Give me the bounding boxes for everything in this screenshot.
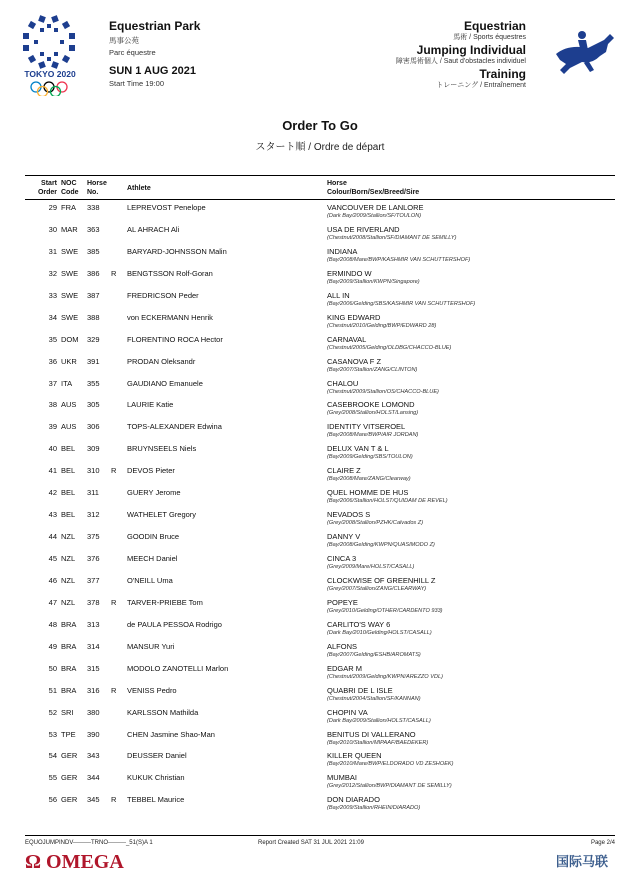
table-row: [25, 727, 615, 749]
athlete-cell: DEVOS Pieter: [127, 466, 175, 476]
horse-name-cell: BENITUS DI VALLERANO: [327, 729, 416, 739]
noc-cell: AUS: [61, 422, 77, 432]
table-row: [25, 595, 615, 617]
horse-details-cell: (Grey/2008/Stallion/PZHK/Calvados Z): [327, 520, 424, 527]
sport-name: Equestrian: [463, 19, 526, 33]
noc-cell: MAR: [61, 224, 78, 234]
noc-cell: BEL: [61, 466, 76, 476]
col-start-order-line2: Order: [37, 189, 57, 196]
horse-name-cell: CASEBROOKE LOMOND: [327, 400, 415, 410]
horse-no-cell: 316: [87, 685, 100, 695]
athlete-cell: WATHELET Gregory: [127, 510, 197, 520]
start-order-cell: 37: [48, 378, 57, 388]
athlete-cell: FLORENTINO ROCA Hector: [127, 334, 223, 344]
col-horse: [327, 179, 419, 197]
start-order-cell: 50: [48, 663, 57, 673]
horse-no-cell: 311: [87, 488, 99, 498]
table-row: [25, 354, 615, 376]
athlete-cell: DEUSSER Daniel: [127, 751, 187, 761]
noc-cell: BRA: [61, 685, 77, 695]
horse-no-cell: 355: [87, 378, 100, 388]
start-order-cell: 41: [48, 466, 57, 476]
noc-cell: TPE: [61, 729, 76, 739]
reserve-flag-cell: R: [111, 795, 117, 805]
event-date: SUN 1 AUG 2021: [109, 65, 197, 77]
table-row: [25, 573, 615, 595]
col-athlete: Athlete: [127, 185, 151, 192]
horse-no-cell: 305: [87, 400, 100, 410]
horse-no-cell: 306: [87, 422, 100, 432]
table-row: [25, 200, 615, 222]
table-row: [25, 244, 615, 266]
horse-name-cell: DELUX VAN T & L: [327, 444, 389, 454]
footer-divider: [25, 835, 615, 836]
athlete-cell: LAURIE Katie: [127, 400, 174, 410]
athlete-cell: PRODAN Oleksandr: [127, 356, 196, 366]
horse-details-cell: (Chestnut/2009/Gelding/KWPN/AREZZO VDL): [327, 673, 443, 680]
start-order-cell: 43: [48, 510, 57, 520]
tokyo-emblem-icon: [20, 14, 80, 96]
horse-no-cell: 312: [87, 510, 100, 520]
watermark: 国际马联: [555, 854, 608, 869]
table-row: [25, 529, 615, 551]
games-logo-text: TOKYO 2020: [24, 69, 76, 79]
horse-no-cell: 388: [87, 312, 100, 322]
horse-no-cell: 385: [87, 246, 100, 256]
horse-details-cell: (Chestnut/2009/Stallion/OS/CHACCO-BLUE): [327, 388, 439, 395]
horse-details-cell: (Dark Bay/2009/Stallion/HOLST/CASALL): [327, 717, 431, 724]
noc-cell: ITA: [61, 378, 73, 388]
horse-name-cell: ALFONS: [327, 641, 358, 651]
start-order-cell: 39: [48, 422, 57, 432]
horse-details-cell: (Grey/2010/Gelding/OTHER/CARDENTO 933): [327, 607, 443, 614]
start-order-cell: 52: [48, 707, 57, 717]
event-name-ja-fr: 障害馬術個人 / Saut d'obstacles individuel: [395, 58, 526, 65]
noc-cell: SWE: [61, 246, 79, 256]
horse-details-cell: (Dark Bay/2010/Gelding/HOLST/CASALL): [327, 629, 432, 636]
table-row: [25, 419, 615, 441]
start-order-cell: 36: [48, 356, 57, 366]
col-noc-line1: NOC: [61, 180, 77, 187]
start-order-cell: 51: [48, 685, 57, 695]
table-row: [25, 507, 615, 529]
reserve-flag-cell: R: [111, 268, 117, 278]
table-row: [25, 748, 615, 770]
start-order-cell: 42: [48, 488, 57, 498]
noc-cell: BRA: [61, 641, 77, 651]
horse-no-cell: 386: [87, 268, 100, 278]
horse-name-cell: QUEL HOMME DE HUS: [327, 488, 409, 498]
table-row: [25, 397, 615, 419]
athlete-cell: TOPS-ALEXANDER Edwina: [127, 422, 222, 432]
start-order-cell: 30: [48, 224, 57, 234]
noc-cell: BEL: [61, 510, 76, 520]
horse-name-cell: ALL IN: [327, 290, 350, 300]
horse-no-cell: 378: [87, 597, 100, 607]
horse-details-cell: (Bay/2009/Stallion/RHEIN/DIARADO): [327, 805, 421, 812]
table-row: [25, 683, 615, 705]
equestrian-pictogram-icon: [548, 30, 620, 76]
table-row: [25, 770, 615, 792]
col-noc: [61, 179, 79, 197]
athlete-cell: CHEN Jasmine Shao-Man: [127, 729, 215, 739]
table-row: [25, 661, 615, 683]
tokyo-2020-logo: [20, 14, 80, 96]
horse-name-cell: DANNY V: [327, 532, 361, 542]
athlete-cell: MANSUR Yuri: [127, 641, 175, 651]
horse-details-cell: (Chestnut/2010/Gelding/BWP/EDWARD 28): [327, 322, 437, 329]
table-row: [25, 376, 615, 398]
horse-name-cell: CHALOU: [327, 378, 359, 388]
start-order-cell: 55: [48, 773, 57, 783]
horse-no-cell: 345: [87, 795, 100, 805]
noc-cell: BRA: [61, 619, 77, 629]
table-header: [25, 175, 615, 200]
athlete-cell: MODOLO ZANOTELLI Marlon: [127, 663, 229, 673]
horse-name-cell: POPEYE: [327, 597, 358, 607]
table-row: [25, 485, 615, 507]
horse-no-cell: 377: [87, 575, 100, 585]
noc-cell: GER: [61, 773, 78, 783]
horse-details-cell: (Bay/2009/Stallion/KWPN/Singapore): [327, 278, 420, 285]
noc-cell: SRI: [61, 707, 74, 717]
col-horse-no-line2: No.: [87, 189, 99, 196]
start-order-cell: 47: [48, 597, 57, 607]
table-row: [25, 617, 615, 639]
horse-details-cell: (Bay/2008/Mare/BWP/AIR JORDAN): [327, 432, 419, 439]
athlete-cell: GOODIN Bruce: [127, 532, 180, 542]
phase-name: Training: [479, 67, 526, 81]
horse-name-cell: CHOPIN VA: [327, 707, 368, 717]
horse-details-cell: (Bay/2010/Stallion/MIPAAF/BAEDEKER): [327, 739, 429, 746]
horse-name-cell: CLOCKWISE OF GREENHILL Z: [327, 575, 436, 585]
start-order-cell: 33: [48, 290, 57, 300]
start-order-cell: 35: [48, 334, 57, 344]
athlete-cell: BENGTSSON Rolf-Goran: [127, 268, 213, 278]
col-horse-line1: Horse: [327, 180, 347, 187]
report-created: Report Created SAT 31 JUL 2021 21:09: [258, 840, 364, 846]
horse-no-cell: 387: [87, 290, 100, 300]
horse-details-cell: (Bay/2008/Mare/ZANG/Clearway): [327, 476, 411, 483]
venue-name: Equestrian Park: [109, 19, 201, 33]
horse-no-cell: 391: [87, 356, 100, 366]
table-body: [25, 200, 615, 814]
athlete-cell: AL AHRACH Ali: [127, 224, 180, 234]
table-row: [25, 310, 615, 332]
table-row: [25, 463, 615, 485]
horse-details-cell: (Chestnut/2005/Gelding/OLDBG/CHACCO-BLUE): [327, 344, 452, 351]
horse-no-cell: 343: [87, 751, 100, 761]
horse-name-cell: QUABRI DE L ISLE: [327, 685, 393, 695]
noc-cell: NZL: [61, 532, 76, 542]
athlete-cell: BARYARD-JOHNSSON Malin: [127, 246, 227, 256]
athlete-cell: VENISS Pedro: [127, 685, 177, 695]
horse-no-cell: 310: [87, 466, 100, 476]
horse-no-cell: 390: [87, 729, 100, 739]
horse-name-cell: CARLITO'S WAY 6: [327, 619, 391, 629]
col-start-order: [35, 179, 57, 197]
event-info: [286, 19, 526, 91]
horse-details-cell: (Bay/2009/Gelding/SBS/TOULON): [327, 454, 413, 461]
start-order-cell: 40: [48, 444, 57, 454]
reserve-flag-cell: R: [111, 466, 117, 476]
table-row: [25, 266, 615, 288]
noc-cell: BEL: [61, 488, 76, 498]
athlete-cell: MEECH Daniel: [127, 554, 178, 563]
horse-no-cell: 376: [87, 554, 100, 563]
horse-name-cell: CASANOVA F Z: [327, 356, 382, 366]
start-time: Start Time 19:00: [109, 79, 165, 88]
start-order-cell: 44: [48, 532, 57, 542]
start-order-cell: 29: [48, 203, 57, 212]
noc-cell: SWE: [61, 268, 79, 278]
horse-name-cell: DON DIARADO: [327, 795, 380, 805]
col-start-order-line1: Start: [41, 180, 57, 187]
col-horse-line2: Colour/Born/Sex/Breed/Sire: [327, 189, 420, 196]
athlete-cell: de PAULA PESSOA Rodrigo: [127, 619, 222, 629]
horse-name-cell: CINCA 3: [327, 554, 357, 563]
horse-name-cell: IDENTITY VITSEROEL: [327, 422, 406, 432]
table-row: [25, 705, 615, 727]
noc-cell: AUS: [61, 400, 77, 410]
document-title: [0, 118, 640, 153]
horse-details-cell: (Bay/2008/Gelding/KWPN/QUASIMODO Z): [327, 542, 435, 549]
horse-details-cell: (Chestnut/2004/Stallion/SF/KANNAN): [327, 695, 421, 702]
noc-cell: BEL: [61, 444, 76, 454]
start-order-table: [25, 175, 615, 814]
horse-no-cell: 344: [87, 773, 100, 783]
horse-details-cell: (Grey/2009/Mare/HOLST/CASALL): [327, 564, 415, 570]
horse-no-cell: 363: [87, 224, 100, 234]
athlete-cell: von ECKERMANN Henrik: [127, 312, 213, 322]
horse-name-cell: ERMINDO W: [327, 268, 372, 278]
athlete-cell: TEBBEL Maurice: [127, 795, 185, 805]
noc-cell: NZL: [61, 597, 76, 607]
horse-name-cell: NEVADOS S: [327, 510, 371, 520]
athlete-cell: GUERY Jerome: [127, 488, 181, 498]
venue-name-fr: Parc équestre: [109, 48, 156, 57]
noc-cell: NZL: [61, 554, 76, 563]
athlete-cell: BRUYNSEELS Niels: [127, 444, 197, 454]
horse-details-cell: (Grey/2008/Stallion/HOLST/Lansing): [327, 410, 419, 417]
horse-details-cell: (Bay/2008/Mare/BWP/KASHMIR VAN SCHUTTERSHOF): [327, 256, 471, 263]
page-number: Page 2/4: [590, 840, 615, 846]
table-row: [25, 332, 615, 354]
venue-name-ja: 馬事公苑: [109, 36, 139, 45]
horse-details-cell: (Grey/2012/Stallion/BWP/DIAMANT DE SEMILLY): [327, 783, 452, 790]
horse-no-cell: 313: [87, 619, 100, 629]
venue-info: [109, 19, 200, 88]
noc-cell: DOM: [61, 334, 79, 344]
omega-logo: Ω OMEGA: [25, 851, 124, 873]
horse-no-cell: 315: [87, 663, 100, 673]
noc-cell: BRA: [61, 663, 77, 673]
start-order-cell: 45: [48, 554, 57, 563]
title-sub: スタート順 / Ordre de départ: [255, 142, 385, 153]
start-order-cell: 56: [48, 795, 57, 805]
reserve-flag-cell: R: [111, 597, 117, 607]
horse-details-cell: (Dark Bay/2009/Stallion/SF/TOULON): [327, 213, 422, 219]
athlete-cell: TARVER-PRIEBE Tom: [127, 597, 203, 607]
horse-no-cell: 375: [87, 532, 100, 542]
noc-cell: GER: [61, 751, 78, 761]
reserve-flag-cell: R: [111, 685, 117, 695]
athlete-cell: GAUDIANO Emanuele: [127, 378, 203, 388]
horse-details-cell: (Chestnut/2008/Stallion/SF/DIAMANT DE SEMILLY): [327, 234, 457, 241]
horse-name-cell: INDIANA: [327, 246, 358, 256]
horse-name-cell: VANCOUVER DE LANLORE: [327, 203, 424, 212]
title-main: Order To Go: [282, 118, 358, 133]
horse-no-cell: 314: [87, 641, 100, 651]
horse-name-cell: KING EDWARD: [327, 312, 381, 322]
start-order-cell: 48: [48, 619, 57, 629]
table-row: [25, 639, 615, 661]
footer-code: EQUOJUMPINDV---------TRNO---------_51(S)A 1: [25, 840, 153, 846]
start-order-cell: 54: [48, 751, 57, 761]
horse-details-cell: (Bay/2007/Gelding/ESHB/AROMATS): [327, 651, 421, 658]
athlete-cell: LEPREVOST Penelope: [127, 203, 206, 212]
noc-cell: UKR: [61, 356, 77, 366]
start-order-cell: 53: [48, 729, 57, 739]
horse-name-cell: MUMBAI: [327, 773, 357, 783]
event-name: Jumping Individual: [416, 43, 526, 57]
horse-details-cell: (Bay/2010/Mare/BWP/ELDORADO VD ZESHOEK): [327, 761, 454, 768]
col-horse-no-line1: Horse: [87, 180, 107, 187]
noc-cell: SWE: [61, 312, 79, 322]
athlete-cell: FREDRICSON Peder: [127, 290, 199, 300]
noc-cell: SWE: [61, 290, 79, 300]
athlete-cell: O'NEILL Uma: [127, 575, 173, 585]
start-order-cell: 49: [48, 641, 57, 651]
start-order-cell: 46: [48, 575, 57, 585]
start-order-cell: 34: [48, 312, 57, 322]
table-row: [25, 441, 615, 463]
horse-details-cell: (Bay/2007/Stallion/ZANG/CLINTON): [327, 366, 418, 373]
horse-name-cell: CARNAVAL: [327, 334, 367, 344]
horse-no-cell: 309: [87, 444, 100, 454]
horse-name-cell: USA DE RIVERLAND: [327, 224, 400, 234]
horse-no-cell: 329: [87, 334, 100, 344]
table-row: [25, 792, 615, 814]
col-noc-line2: Code: [61, 189, 79, 196]
noc-cell: NZL: [61, 575, 76, 585]
table-row: [25, 222, 615, 244]
table-row: [25, 551, 615, 573]
horse-details-cell: (Bay/2006/Gelding/SBS/KASHMIR VAN SCHUTTERSHOF): [327, 300, 476, 307]
horse-no-cell: 380: [87, 707, 100, 717]
start-order-cell: 31: [48, 246, 57, 256]
horse-name-cell: CLAIRE Z: [327, 466, 361, 476]
start-order-cell: 32: [48, 268, 57, 278]
horse-details-cell: (Grey/2007/Stallion/ZANG/CLEARWAY): [327, 585, 427, 592]
noc-cell: GER: [61, 795, 78, 805]
athlete-cell: KARLSSON Mathilda: [127, 707, 199, 717]
phase-name-ja-fr: トレーニング / Entraînement: [436, 82, 526, 89]
horse-name-cell: KILLER QUEEN: [327, 751, 382, 761]
horse-no-cell: 338: [87, 203, 100, 212]
athlete-cell: KUKUK Christian: [127, 773, 185, 783]
horse-name-cell: EDGAR M: [327, 663, 363, 673]
sport-name-ja-fr: 馬術 / Sports équestres: [453, 34, 526, 41]
start-order-cell: 38: [48, 400, 57, 410]
table-row: [25, 288, 615, 310]
horse-details-cell: (Bay/2006/Stallion/HOLST/QUIDAM DE REVEL): [327, 498, 448, 505]
noc-cell: FRA: [61, 203, 76, 212]
col-horse-no: [87, 179, 107, 197]
